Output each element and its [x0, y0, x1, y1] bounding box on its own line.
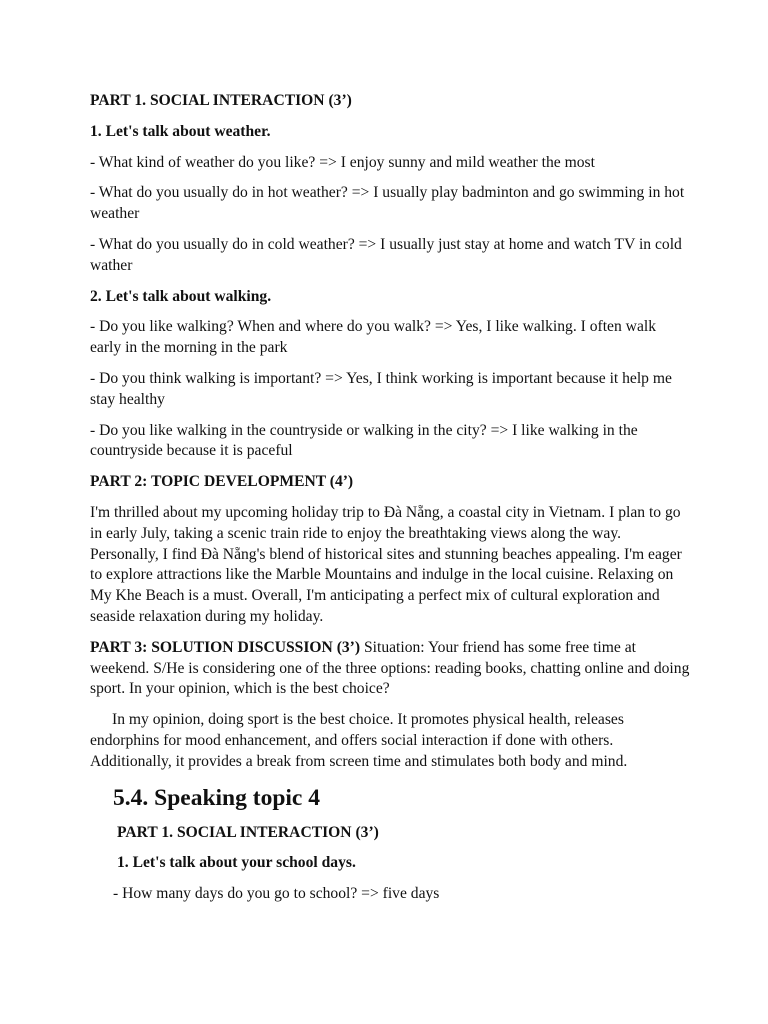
part2-body: I'm thrilled about my upcoming holiday trip to Đà Nẵng, a coastal city in Vietnam. I plan to go in early July, taking a scenic train ride to enjoy the breathtaking views along the way. Personally, I find Đà Nẵng's blend of historical sites and stunning beaches appealing. I'm eager to explore attractions like the Marble Mountains and indulge in the local cuisine. Relaxing on My Khe Beach is a must. Overall, I'm anticipating a perfect mix of cultural exploration and seaside relaxation during my holiday.	[90, 503, 682, 625]
topic-school-days-title: 1. Let's talk about your school days.	[117, 854, 356, 872]
part3-answer: In my opinion, doing sport is the best choice. It promotes physical health, releases endorphins for mood enhancement, and offers social interaction if done with others. Additionally, it provides a break from screen time and stimulates both body and mind.	[90, 711, 628, 770]
topic-weather-title: 1. Let's talk about weather.	[90, 122, 271, 140]
part1-heading: PART 1. SOCIAL INTERACTION (3’)	[90, 92, 352, 109]
part2-heading: PART 2: TOPIC DEVELOPMENT (4’)	[90, 473, 354, 491]
walking-question-1: - Do you like walking? When and where do you walk? => Yes, I like walking. I often walk early in the morning in the park	[90, 318, 656, 357]
weather-question-2: - What do you usually do in hot weather? => I usually play badminton and go swimming in hot weather	[90, 184, 685, 223]
weather-question-3: - What do you usually do in cold weather? => I usually just stay at home and watch TV in cold wather	[90, 235, 682, 274]
document-page	[90, 91, 690, 915]
walking-question-3: - Do you like walking in the countryside or walking in the city? => I like walking in the countryside because it is paceful	[90, 421, 638, 460]
part3-block	[90, 638, 690, 700]
section-title: 5.4. Speaking topic 4	[113, 784, 320, 811]
part3-situation: Situation: Your friend has some free time at weekend. S/He is considering one of the three options: reading books, chatting online and doing sport. In your opinion, which is the best choice?	[90, 638, 690, 698]
part3-heading: PART 3: SOLUTION DISCUSSION (3’)	[90, 638, 361, 656]
walking-question-2: - Do you think walking is important? => Yes, I think working is important because it help me stay healthy	[90, 369, 672, 408]
school-question-1: - How many days do you go to school? => five days	[113, 885, 440, 903]
weather-question-1: - What kind of weather do you like? => I enjoy sunny and mild weather the most	[90, 153, 595, 171]
section4-part1-heading: PART 1. SOCIAL INTERACTION (3’)	[117, 823, 379, 841]
topic-walking-title: 2. Let's talk about walking.	[90, 287, 272, 305]
